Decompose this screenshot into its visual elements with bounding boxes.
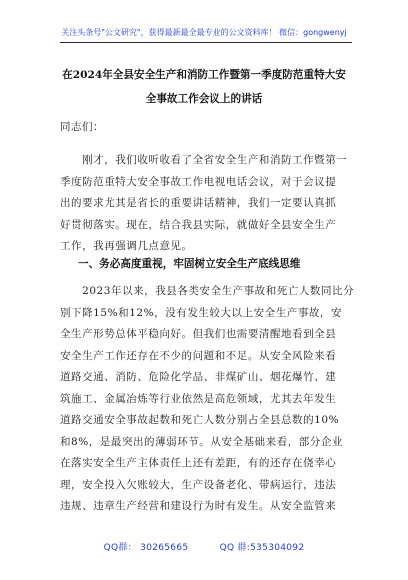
intro-paragraph (60, 150, 356, 258)
paragraph-line: 季度防范重特大安全事故工作电视电话会议，对于会议提 (60, 175, 337, 188)
paragraph-line: 理，安全投入欠账较大，生产设备老化、带病运行，违法 (60, 478, 337, 491)
header-note: 关注头条号"公文研究"，获得最新最全最专业的公文资料库！ 微信：gongwenyj (61, 28, 347, 37)
paragraph-line: 在落实安全生产主体责任上还有差距，有的还存在侥幸心 (60, 457, 337, 469)
paragraph-line: 安全生产工作还存在不少的问题和不足。从安全风险来看 (60, 349, 337, 362)
document-title-line-2: 全事故工作会议上的讲话 (145, 93, 263, 105)
paragraph-line: 道路交通安全事故起数和死亡人数分别占全县总数的10% (60, 414, 340, 426)
section-paragraph (60, 281, 356, 518)
paragraph-line: 出的要求尤其是省长的重要讲话精神，我们一定要认真抓 (60, 197, 337, 209)
footer-qq-group-2: QQ 群:535304092 (219, 543, 305, 553)
paragraph-line: 别下降15%和12%，没有发生较大以上安全生产事故，安 (60, 306, 343, 319)
paragraph-line: 全生产形势总体平稳向好。但我们也需要清醒地看到全县 (60, 328, 337, 340)
paragraph-line: 筑施工、金属冶炼等行业依然是高危领域，尤其去年发生 (60, 392, 337, 405)
paragraph-line: 和8%，是最突出的薄弱环节。从安全基础来看，部分企业 (60, 435, 343, 448)
paragraph-line: 违规、违章生产经营和建设行为时有发生。从安全监管来 (60, 500, 337, 512)
footer (0, 540, 408, 553)
header-divider (60, 42, 352, 43)
paragraph-line: 好贯彻落实。现在，结合我县实际，就做好全县安全生产 (60, 218, 337, 231)
paragraph-line: 2023年以来，我县各类安全生产事故和死亡人数同比分 (60, 285, 355, 297)
paragraph-line: 道路交通、消防、危险化学品、非煤矿山、烟花爆竹、建 (60, 371, 337, 383)
document-title-line-1: 在2024年全县安全生产和消防工作暨第一季度防范重特大安 (62, 69, 346, 81)
salutation: 同志们： (60, 121, 104, 133)
footer-qq-group-1: QQ群： 30265665 (103, 543, 189, 553)
paragraph-line: 刚才，我们收听收看了全省安全生产和消防工作暨第一 (60, 154, 348, 166)
paragraph-line: 工作，我再强调几点意见。 (60, 240, 193, 252)
section-heading: 一、务必高度重视，牢固树立安全生产底线思维 (78, 258, 301, 270)
